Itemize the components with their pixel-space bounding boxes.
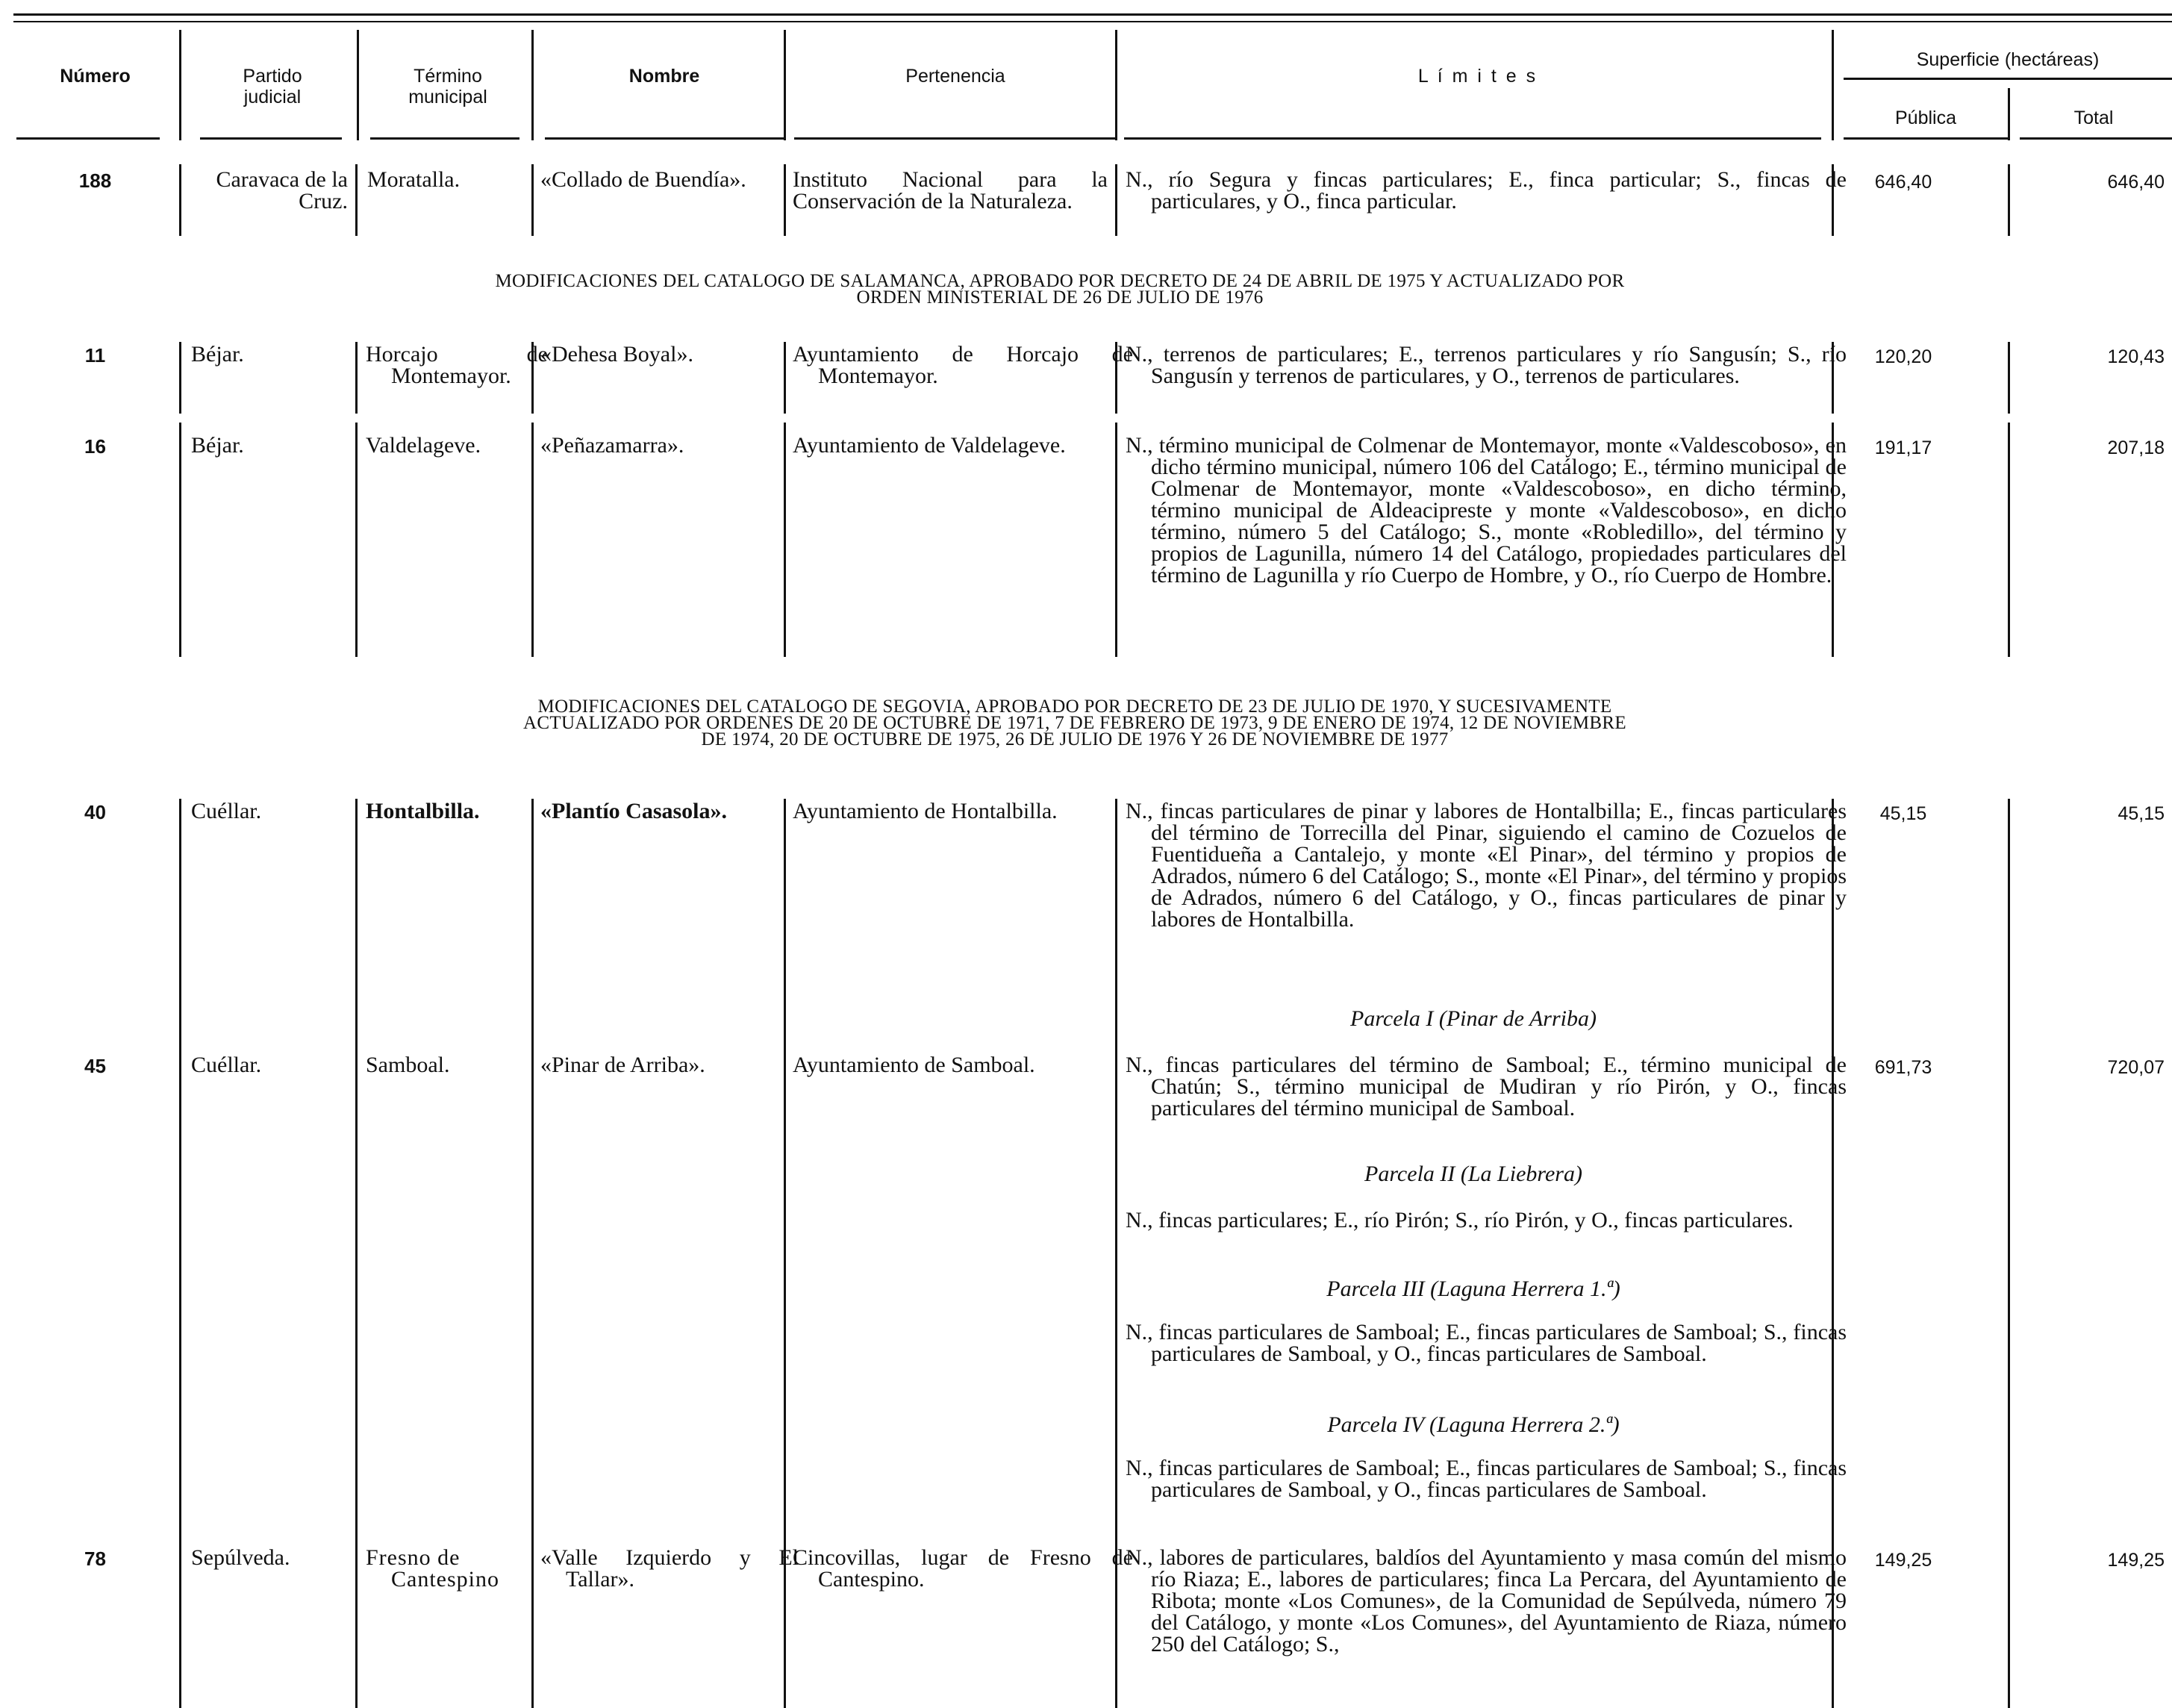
col-divider [355, 342, 358, 414]
header-col-divider [2008, 88, 2010, 140]
parcela-limites: N., fincas particulares de Samboal; E., fincas particulares de Samboal; S., fincas particulares de Samboal, y O., fincas particulares de Samboal. [1126, 1320, 1847, 1366]
header-col-divider [357, 30, 359, 140]
col-divider [531, 164, 534, 236]
row-publica: 45,15 [1879, 803, 1927, 824]
col-divider [784, 1000, 786, 1515]
row-partido: Béjar. [191, 342, 244, 367]
row-limites: N., fincas particulares de pinar y labores de Hontalbilla; E., fincas particulares del término de Torrecilla del Pinar, siguiendo el camino de Cozuelos de Fuentidueña a Cantalejo, y monte «El Pinar», del término y propios de Adrados, número 6 del Catálogo; S., monte «El Pinar», del término y propios de Adrados, número 6 del Catálogo, y O., fincas particulares de pinar y labores de Hontalbilla. [1126, 799, 1847, 932]
parcela-title: Parcela I (Pinar de Arriba) [1350, 1006, 1597, 1031]
col-divider [2008, 1000, 2010, 1515]
row-limites: N., terrenos de particulares; E., terrenos particulares y río Sangusín; S., río Sangusín y terrenos de particulares, y O., terrenos de particulares. [1126, 342, 1847, 388]
row-total: 720,07 [2107, 1057, 2165, 1078]
row-publica: 646,40 [1874, 172, 1932, 193]
header-bottom-rule-6 [1124, 137, 1821, 140]
row-partido: Cuéllar. [191, 799, 262, 823]
row-partido: Cuéllar. [191, 1053, 262, 1077]
parcela-limites: N., fincas particulares; E., río Pirón; S., río Pirón, y O., fincas particulares. [1126, 1208, 1794, 1232]
row-pertenencia: Ayuntamiento de Horcajo de Montemayor. [793, 342, 1133, 388]
row-termino: Moratalla. [367, 167, 461, 192]
row-termino: Horcajo de Montemayor. [366, 342, 548, 388]
col-divider [2008, 423, 2010, 657]
row-total: 207,18 [2107, 437, 2165, 458]
header-col-divider [1115, 30, 1117, 140]
row-nombre: «Dehesa Boyal». [540, 342, 693, 367]
header-col-divider [784, 30, 786, 140]
parcela-title: Parcela II (La Liebrera) [1364, 1162, 1582, 1186]
header-bottom-rule-2 [200, 137, 342, 140]
header-superficie: Superficie (hectáreas) [1916, 49, 2100, 70]
top-rule [13, 13, 2172, 16]
col-divider [179, 799, 181, 1000]
col-divider [2008, 164, 2010, 236]
row-pertenencia: Cincovillas, lugar de Fresno de Cantespino. [793, 1545, 1133, 1592]
row-nombre: «Pinar de Arriba». [540, 1053, 705, 1077]
header-col-divider [179, 30, 181, 140]
row-nombre: «Plantío Casasola». [540, 799, 728, 823]
col-divider [531, 1515, 534, 1708]
row-termino: Valdelageve. [366, 433, 481, 458]
header-limites: L í m i t e s [1417, 66, 1538, 87]
col-divider [531, 423, 534, 657]
header-nombre: Nombre [628, 66, 700, 87]
row-numero: 40 [84, 801, 106, 823]
header-bottom-rule-4 [545, 137, 784, 140]
col-divider [179, 342, 181, 414]
header-col-divider [1832, 30, 1834, 140]
row-nombre: «Valle Izquierdo y El Tallar». [540, 1545, 799, 1592]
row-total: 120,43 [2107, 346, 2165, 367]
row-numero: 188 [78, 169, 112, 192]
header-partido: Partido judicial [243, 66, 302, 107]
row-pertenencia: Instituto Nacional para la Conservación de la Naturaleza. [793, 167, 1108, 214]
col-divider [784, 799, 786, 1000]
row-publica: 691,73 [1874, 1057, 1932, 1078]
header-numero: Número [60, 66, 131, 87]
col-divider [2008, 1515, 2010, 1708]
row-publica: 120,20 [1874, 346, 1932, 367]
row-nombre: «Collado de Buendía». [540, 167, 746, 192]
header-bottom-rule-5 [794, 137, 1115, 140]
header-termino: Término municipal [408, 66, 487, 107]
row-numero: 16 [84, 435, 106, 458]
section-title-segovia: MODIFICACIONES DEL CATALOGO DE SEGOVIA, APROBADO POR DECRETO DE 23 DE JULIO DE 1970, Y SUCESIVAMENTE ACTUALIZADO POR ORDENES DE 20 DE OCTUBRE DE 1971, 7 DE FEBRERO DE 1973, 9 DE ENERO DE 1974, 12 DE NOVIEMBRE DE 1974, 20 DE OCTUBRE DE 1975, 26 DE JULIO DE 1976 Y 26 DE NOVIEMBRE DE 1977 [523, 696, 1626, 749]
row-termino: Fresno de Cantespino [366, 1545, 499, 1592]
col-divider [355, 164, 358, 236]
parcela-title: Parcela IV (Laguna Herrera 2.ª) [1327, 1412, 1620, 1437]
row-publica: 191,17 [1874, 437, 1932, 458]
parcela-limites: N., fincas particulares del término de Samboal; E., término municipal de Chatún; S., término municipal de Mudiran y río Pirón, y O., fincas particulares del término municipal de Samboal. [1126, 1053, 1847, 1121]
header-bottom-rule-8 [2020, 137, 2172, 140]
row-nombre: «Peñazamarra». [540, 433, 684, 458]
row-publica: 149,25 [1874, 1550, 1932, 1571]
header-bottom-rule-1 [16, 137, 160, 140]
header-col-divider [531, 30, 534, 140]
row-total: 149,25 [2107, 1550, 2165, 1571]
row-pertenencia: Ayuntamiento de Samboal. [793, 1053, 1035, 1077]
row-numero: 78 [84, 1548, 106, 1570]
col-divider [531, 799, 534, 1000]
row-pertenencia: Ayuntamiento de Valdelageve. [793, 433, 1066, 458]
row-numero: 45 [84, 1055, 106, 1077]
col-divider [179, 1515, 181, 1708]
parcela-limites: N., fincas particulares de Samboal; E., fincas particulares de Samboal; S., fincas particulares de Samboal, y O., fincas particulares de Samboal. [1126, 1456, 1847, 1502]
header-total: Total [2073, 107, 2114, 128]
col-divider [2008, 342, 2010, 414]
col-divider [784, 423, 786, 657]
col-divider [355, 1000, 358, 1515]
col-divider [355, 423, 358, 657]
col-divider [1115, 164, 1117, 236]
row-partido: Caravaca de la Cruz. [216, 167, 348, 214]
row-partido: Sepúlveda. [191, 1545, 290, 1570]
col-divider [784, 1515, 786, 1708]
row-limites: N., término municipal de Colmenar de Montemayor, monte «Valdescoboso», en dicho término municipal, número 106 del Catálogo; E., término municipal de Colmenar de Montemayor, monte «Valdescoboso», en dicho término, término municipal de Aldeacipreste y monte «Valdescoboso», en dicho término, número 5 del Catálogo; S., monte «Robledillo», del término y propios de Lagunilla, número 14 del Catálogo, propiedades particulares del término de Lagunilla y río Cuerpo de Hombre, y O., río Cuerpo de Hombre. [1126, 433, 1847, 587]
top-rule-inner [13, 21, 2172, 22]
row-limites: N., labores de particulares, baldíos del Ayuntamiento y masa común del mismo río Riaza; E., labores de particulares; finca La Percara, del Ayuntamiento de Ribota; monte «Los Comunes», de la Comunidad de Sepúlveda, número 79 del Catálogo, y monte «Los Comunes», del Ayuntamiento de Riaza, número 250 del Catálogo; S., [1126, 1545, 1847, 1656]
col-divider [179, 164, 181, 236]
header-publica: Pública [1895, 107, 1956, 128]
col-divider [1115, 1000, 1117, 1515]
col-divider [1115, 799, 1117, 1000]
col-divider [355, 799, 358, 1000]
row-pertenencia: Ayuntamiento de Hontalbilla. [793, 799, 1058, 823]
row-termino: Hontalbilla. [366, 799, 480, 823]
col-divider [1115, 1515, 1117, 1708]
header-superficie-rule [1844, 78, 2172, 80]
row-termino: Samboal. [366, 1053, 450, 1077]
col-divider [355, 1515, 358, 1708]
header-bottom-rule-3 [370, 137, 519, 140]
col-divider [179, 1000, 181, 1515]
col-divider [784, 342, 786, 414]
col-divider [1115, 423, 1117, 657]
header-pertenencia: Pertenencia [905, 66, 1005, 87]
row-total: 45,15 [2118, 803, 2165, 824]
section-title-salamanca: MODIFICACIONES DEL CATALOGO DE SALAMANCA, APROBADO POR DECRETO DE 24 DE ABRIL DE 1975 Y ACTUALIZADO POR ORDEN MINISTERIAL DE 26 DE JULIO DE 1976 [495, 271, 1625, 308]
row-partido: Béjar. [191, 433, 244, 458]
row-limites: N., río Segura y fincas particulares; E., finca particular; S., fincas de particulares, y O., finca particular. [1126, 167, 1847, 214]
row-total: 646,40 [2107, 172, 2165, 193]
col-divider [179, 423, 181, 657]
col-divider [784, 164, 786, 236]
col-divider [531, 1000, 534, 1515]
header-bottom-rule-7 [1844, 137, 2008, 140]
col-divider [2008, 799, 2010, 1000]
parcela-title: Parcela III (Laguna Herrera 1.ª) [1326, 1277, 1620, 1301]
row-numero: 11 [84, 344, 106, 367]
